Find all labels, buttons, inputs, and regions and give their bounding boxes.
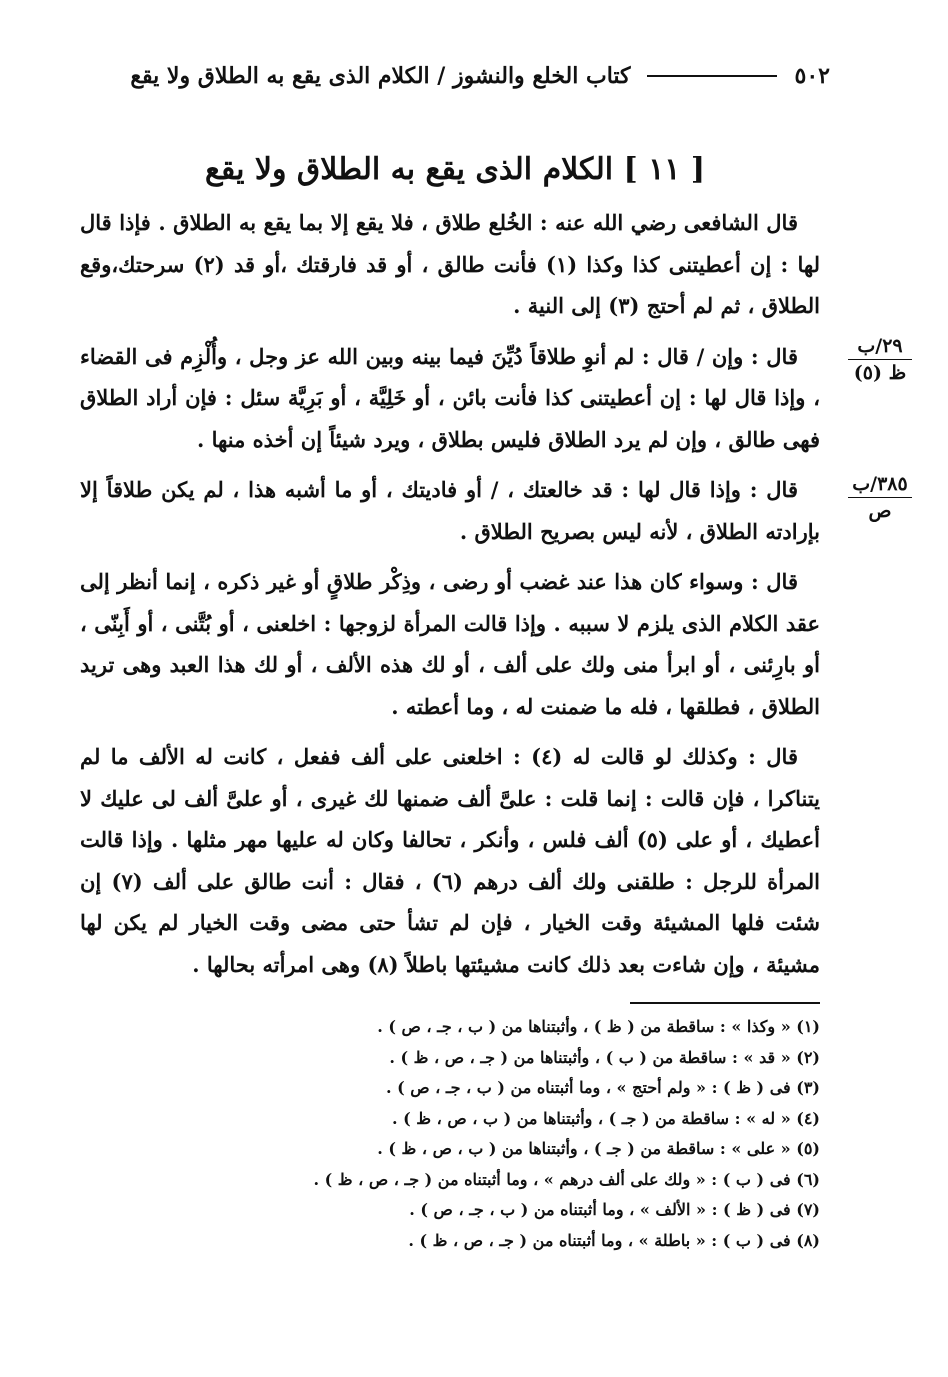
paragraph-4: قال : وسواء كان هذا عند غضب أو رضى ، وذِكْر طلاقٍ أو غير ذكره ، إنما أنظر إلى عقد الكلام الذى يلزم لا سببه . وإذا قالت المرأة لزوجها : اخلعنى ، أو بُتَّنى ، أو أَبِنّى ، أو بارِئنى ، أو ابرأ منى ولك على ألف ، أو لك هذه الألف ، أو لك هذا العبد وهى تريد الطلاق ، فطلقها ، فله ما ضمنت له ، وما أعطته . (80, 569, 820, 719)
margin-note-2-source: ص (868, 500, 892, 522)
footnote-8: (٨) فى ( ب ) : « باطلة » ، وما أثبتناه من ( جـ ، ص ، ظ ) . (408, 1230, 820, 1250)
paragraph-1: قال الشافعى رضي الله عنه : الخُلع طلاق ، فلا يقع إلا بما يقع به الطلاق . فإذا قال لها : إن أعطيتنى كذا وكذا (١) فأنت طالق ، أو قد فارقتك ،أو قد (٢) سرحتك،وقع الطلاق ، ثم لم أحتج (٣) إلى النية . (80, 210, 820, 318)
paragraph-2: قال : وإن / قال : لم أنوِ طلاقاً دُيِّنَ فيما بينه وبين الله عز وجل ، وأُلْزِم فى القضاء ، وإذا قال لها : إن أعطيتنى كذا فأنت بائن ، أو خَلِيَّة ، أو بَرِيَّة سئل : فإن أراد الطلاق فهى طالق ، وإن لم يرد الطلاق فليس بطلاق ، ويرد شيئاً إن أخذه منها . (80, 343, 820, 452)
header-rule (647, 75, 777, 77)
margin-note-1-folio: ٢٩/ب (848, 334, 912, 360)
footnotes (80, 1012, 820, 1256)
page-number: ٥٠٢ (794, 63, 830, 89)
running-header (80, 56, 830, 96)
margin-note-2-folio: ٣٨٥/ب (848, 472, 912, 498)
margin-note-2 (848, 472, 912, 523)
section-title: [ ١١ ] الكلام الذى يقع به الطلاق ولا يقع (204, 152, 706, 187)
main-text (80, 202, 820, 994)
footnote-5: (٥) « على » : ساقطة من ( جـ ) ، وأثبتناها من ( ب ، ص ، ظ ) . (377, 1139, 820, 1158)
margin-note-1-source: ظ (٥) (853, 362, 907, 384)
paragraph-5: قال : وكذلك لو قالت له (٤) : اخلعنى على ألف ففعل ، كانت له الألف ما لم يتناكرا ، فإن قالت : إنما قلت : علىَّ ألف ضمنها لك غيرى ، أو علىَّ ألف لى عليك لا أعطيك ، أو على (٥) ألف فلس ، وأنكر ، تحالفا وكان له عليها مهر مثلها . وإذا قالت المرأة للرجل : طلقنى ولك ألف درهم (٦) ، فقال : أنت طالق على ألف (٧) إن شئت فلها المشيئة وقت الخيار ، فإن لم تشأ حتى مضى وقت الخيار لم يكن لها مشيئة ، وإن شاءت بعد ذلك كانت مشيئتها باطلاً (٨) وهى امرأته بحالها . (80, 744, 820, 977)
footnote-1: (١) « وكذا » : ساقطة من ( ظ ) ، وأثبتناها من ( ب ، جـ ، ص ) . (377, 1017, 820, 1036)
running-title: كتاب الخلع والنشوز / الكلام الذى يقع به الطلاق ولا يقع (130, 63, 631, 89)
paragraph-3: قال : وإذا قال لها : قد خالعتك ، / أو فاديتك ، أو ما أشبه هذا ، لم يكن طلاقاً إلا بإرادته الطلاق ، لأنه ليس بصريح الطلاق . (80, 477, 820, 544)
margin-note-1 (848, 334, 912, 385)
footnote-separator (630, 1002, 820, 1004)
footnote-6: (٦) فى ( ب ) : « ولك على ألف درهم » ، وما أثبتناه من ( جـ ، ص ، ظ ) . (313, 1169, 820, 1189)
footnote-2: (٢) « قد » : ساقطة من ( ب ) ، وأثبتناها من ( جـ ، ص ، ظ ) . (389, 1047, 820, 1067)
footnote-7: (٧) فى ( ظ ) : « الألف » ، وما أثبتناه من ( ب ، جـ ، ص ) . (409, 1200, 820, 1219)
footnote-3: (٣) فى ( ظ ) : « ولم أحتج » ، وما أثبتناه من ( ب ، جـ ، ص ) . (385, 1078, 820, 1097)
footnote-4: (٤) « له » : ساقطة من ( جـ ) ، وأثبتناها من ( ب ، ص ، ظ ) . (391, 1108, 820, 1128)
